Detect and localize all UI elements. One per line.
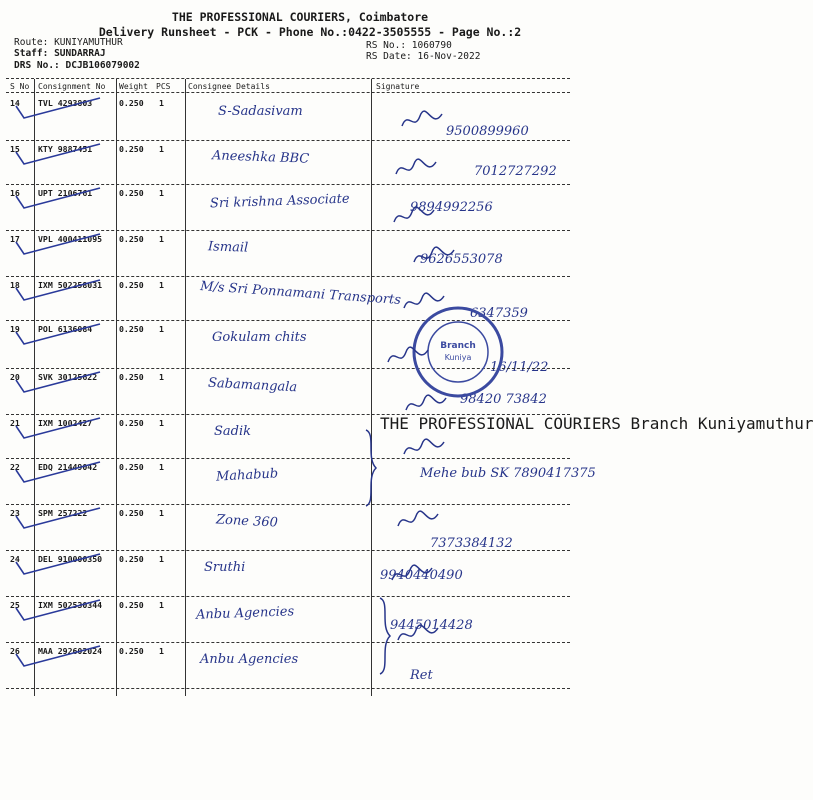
row-weight: 0.250 [119,418,144,428]
row-signature: 16/11/22 [490,360,549,375]
drs-line [14,60,140,71]
company-title: THE PROFESSIONAL COURIERS, Coimbatore [171,10,429,24]
row-weight: 0.250 [119,646,144,656]
signature-scribble-icon [400,108,444,134]
row-signature: 9500899960 [446,124,529,139]
row-divider [6,276,570,277]
row-signature: 9940440490 [380,568,463,583]
col-header-consignee: Consignee Details [188,82,270,91]
row-divider [6,504,570,505]
staff-value: SUNDARRAJ [54,48,106,59]
row-divider [6,688,570,689]
checkmark-icon [14,322,104,348]
row-consignment: IXM 1002427 [38,418,93,428]
signature-scribble-icon [404,392,448,418]
row-weight: 0.250 [119,280,144,290]
signature-scribble-icon [392,204,436,230]
svg-text:Kuniya: Kuniya [444,353,472,362]
row-pcs: 1 [159,98,164,108]
checkmark-icon [14,142,104,168]
staff-line [14,48,106,59]
row-consignee: Zone 360 [215,512,279,531]
route-line [14,37,123,48]
row-sno: 15 [10,144,20,154]
row-consignment: SVK 30125622 [38,372,98,382]
row-pcs: 1 [159,462,164,472]
row-signature: Mehe bub SK 7890417375 [420,466,596,481]
row-consignee: Aneeshka BBC [211,148,310,167]
route-value: KUNIYAMUTHUR [54,37,123,48]
row-pcs: 1 [159,646,164,656]
route-label: Route: [14,37,49,48]
row-divider [6,642,570,643]
row-signature: 98420 73842 [460,392,547,407]
row-sno: 18 [10,280,20,290]
row-consignee: Anbu Agencies [195,604,295,623]
row-weight: 0.250 [119,234,144,244]
row-pcs: 1 [159,234,164,244]
col-header-sno: S No [10,82,30,91]
drs-label: DRS No.: [14,60,60,71]
row-pcs: 1 [159,324,164,334]
row-sno: 14 [10,98,20,108]
rs-date-label: RS Date: [366,51,412,62]
checkmark-icon [14,506,104,532]
table-header-line [6,92,570,93]
row-consignee: Mahabub [215,466,279,485]
row-pcs: 1 [159,188,164,198]
row-consignee: Sri krishna Associate [209,191,350,212]
row-pcs: 1 [159,144,164,154]
row-weight: 0.250 [119,600,144,610]
row-pcs: 1 [159,418,164,428]
row-consignment: UPT 2106761 [38,188,93,198]
row-signature: 7373384132 [430,536,513,551]
signature-scribble-icon [396,508,440,534]
row-sno: 19 [10,324,20,334]
row-consignment: POL 6136084 [38,324,93,334]
signature-scribble-icon [390,562,434,588]
checkmark-icon [14,460,104,486]
row-divider [6,230,570,231]
row-divider [6,458,570,459]
row-pcs: 1 [159,554,164,564]
checkmark-icon [14,552,104,578]
row-weight: 0.250 [119,372,144,382]
col-divider [371,79,372,696]
row-divider [6,550,570,551]
row-signature: 7012727292 [474,164,557,179]
row-consignment: EDQ 21449042 [38,462,98,472]
row-consignee: M/s Sri Ponnamani Transports [199,279,402,308]
row-weight: 0.250 [119,554,144,564]
signature-scribble-icon [412,244,456,270]
runsheet-title: Delivery Runsheet - PCK - Phone No.:0422-3505555 - Page No.:2 [98,25,522,39]
rs-date-line [366,51,480,62]
rs-date-value: 16-Nov-2022 [417,51,481,62]
row-consignee: Anbu Agencies [200,652,299,667]
row-divider [6,140,570,141]
row-consignment: KTY 9887451 [38,144,93,154]
checkmark-icon [14,598,104,624]
col-header-consignment: Consignment No [38,82,106,91]
checkmark-icon [14,186,104,212]
row-sno: 17 [10,234,20,244]
svg-text:Branch: Branch [440,341,476,351]
row-consignee: Gokulam chits [212,330,307,345]
row-consignee: S-Sadasivam [218,104,303,119]
row-signature: 9626553078 [420,252,503,267]
signature-scribble-icon [402,436,446,462]
staff-label: Staff: [14,48,49,59]
col-header-weight: Weight [119,82,148,91]
row-consignee: Ismail [207,239,249,256]
col-divider [116,79,117,696]
row-pcs: 1 [159,508,164,518]
row-consignee: Sabamangala [207,375,298,396]
row-weight: 0.250 [119,324,144,334]
row-divider [6,596,570,597]
row-sno: 22 [10,462,20,472]
checkmark-icon [14,370,104,396]
brace-mark-icon [378,596,394,676]
row-pcs: 1 [159,600,164,610]
row-sno: 25 [10,600,20,610]
brace-mark-icon [364,428,380,508]
row-weight: 0.250 [119,144,144,154]
drs-value: DCJB106079002 [65,60,140,71]
signature-scribble-icon [402,290,446,316]
row-sno: 21 [10,418,20,428]
row-pcs: 1 [159,372,164,382]
checkmark-icon [14,416,104,442]
row-consignment: VPL 400411095 [38,234,103,244]
table-top-line [6,78,570,79]
rs-no-value: 1060790 [411,40,452,51]
row-pcs: 1 [159,280,164,290]
row-consignment: IXM 502258031 [38,280,103,290]
col-divider [185,79,186,696]
row-weight: 0.250 [119,462,144,472]
row-sno: 26 [10,646,20,656]
checkmark-icon [14,232,104,258]
row-consignment: MAA 292602024 [38,646,103,656]
row-sno: 20 [10,372,20,382]
row-sno: 16 [10,188,20,198]
row-signature: 6347359 [470,306,528,321]
row-signature: 9445014428 [390,618,473,633]
row-weight: 0.250 [119,188,144,198]
row-consignee: Sruthi [204,560,246,575]
checkmark-icon [14,644,104,670]
row-sno: 23 [10,508,20,518]
checkmark-icon [14,96,104,122]
signature-scribble-icon [386,344,430,370]
row-sno: 24 [10,554,20,564]
row-signature: Ret [410,668,433,683]
col-header-signature: Signature [376,82,420,91]
row-divider [6,184,570,185]
row-signature: 9894992256 [410,200,493,215]
signature-scribble-icon [396,622,440,648]
checkmark-icon [14,278,104,304]
row-weight: 0.250 [119,508,144,518]
signature-scribble-icon [394,156,438,182]
col-header-pcs: PCS [156,82,171,91]
row-consignee: Sadik [214,424,252,439]
row-consignment: IXM 502530344 [38,600,103,610]
row-weight: 0.250 [119,98,144,108]
row-consignment: TVL 4293803 [38,98,93,108]
rs-no-line [366,40,452,51]
row-consignment: SPM 257222 [38,508,88,518]
row-consignment: DEL 910000350 [38,554,103,564]
rs-no-label: RS No.: [366,40,407,51]
